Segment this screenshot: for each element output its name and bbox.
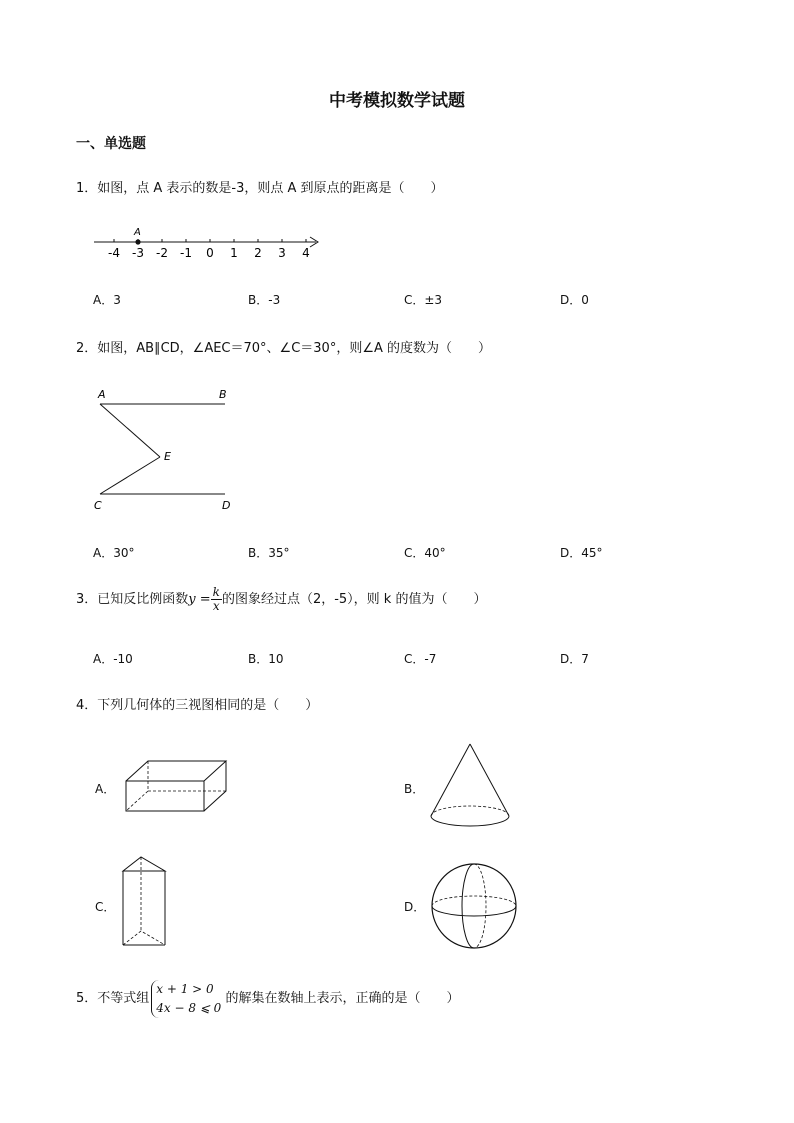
q3-option-b[interactable]: B．10 — [248, 652, 284, 666]
question-1-text: 1．如图，点 A 表示的数是-3，则点 A 到原点的距离是（ ） — [76, 181, 444, 196]
sphere-figure — [428, 860, 520, 952]
cone-right-side — [470, 744, 509, 816]
label-a: A — [98, 388, 106, 401]
q2-option-c[interactable]: C．40° — [404, 546, 446, 560]
q3-option-c[interactable]: C．-7 — [404, 652, 437, 666]
label-e: E — [164, 450, 171, 463]
q3-suffix: 的图象经过点（2，-5），则 k 的值为（ ） — [221, 592, 487, 607]
q3-fraction-denominator: x — [212, 599, 220, 613]
cuboid-figure — [120, 755, 232, 817]
number-line-tick-label: -4 — [108, 246, 120, 260]
q1-option-b[interactable]: B．-3 — [248, 293, 281, 307]
q3-fraction — [211, 586, 222, 613]
number-line-tick-label: -1 — [180, 246, 192, 260]
q5-inequality-1: x + 1 > 0 — [156, 981, 214, 996]
segment-ce — [100, 457, 160, 494]
q3-fn-y: y = — [188, 592, 211, 607]
q2-option-d[interactable]: D．45° — [560, 546, 603, 560]
sphere-outline — [432, 864, 516, 948]
cone-base-front — [431, 816, 509, 826]
q4-option-a[interactable]: A． — [95, 782, 116, 796]
q3-option-d[interactable]: D．7 — [560, 652, 589, 666]
q3-option-a[interactable]: A．-10 — [93, 652, 133, 666]
cuboid-front-face — [126, 781, 204, 811]
q5-suffix: 的解集在数轴上表示，正确的是（ ） — [225, 991, 460, 1006]
q4-option-c[interactable]: C． — [95, 900, 116, 914]
label-d: D — [222, 499, 231, 512]
label-c: C — [94, 499, 102, 512]
number-line-tick-label: -2 — [156, 246, 168, 260]
sphere-equator-back — [432, 896, 516, 906]
segment-ae — [100, 404, 160, 457]
sphere-meridian-front — [462, 864, 474, 948]
parallel-lines-figure — [88, 382, 248, 517]
label-b: B — [219, 388, 227, 401]
number-line-tick-label: 3 — [278, 246, 286, 260]
q5-prefix: 5．不等式组 — [76, 991, 150, 1006]
q2-option-b[interactable]: B．35° — [248, 546, 290, 560]
prism-top-face — [123, 857, 165, 871]
number-line-tick-label: 1 — [230, 246, 238, 260]
triangular-prism-figure — [117, 853, 177, 953]
question-3-text — [76, 584, 486, 616]
q3-prefix: 3．已知反比例函数 — [76, 592, 189, 607]
number-line-tick-label: -3 — [132, 246, 144, 260]
page-title: 中考模拟数学试题 — [329, 91, 465, 111]
q5-inequality-2: 4x − 8 ⩽ 0 — [156, 1000, 222, 1015]
prism-bottom-back — [123, 931, 165, 945]
cuboid-side-face — [204, 761, 226, 811]
cone-figure — [426, 740, 516, 830]
q3-fraction-numerator: k — [212, 585, 220, 599]
q5-inequality-system — [151, 980, 221, 1018]
q1-option-c[interactable]: C．±3 — [404, 293, 443, 307]
number-line-tick-label: 2 — [254, 246, 262, 260]
point-a-dot — [135, 239, 140, 244]
cuboid-top-face — [126, 761, 226, 781]
question-5-text — [76, 978, 459, 1020]
q2-option-a[interactable]: A．30° — [93, 546, 135, 560]
q4-option-b[interactable]: B． — [404, 782, 425, 796]
number-line-tick-label: 4 — [302, 246, 310, 260]
cone-base-back — [431, 806, 509, 816]
cuboid-hidden-edges — [148, 761, 226, 791]
q4-option-d[interactable]: D． — [404, 900, 426, 914]
cuboid-hidden-edge — [126, 791, 148, 811]
question-2-text: 2．如图，AB∥CD，∠AEC＝70°、∠C＝30°，则∠A 的度数为（ ） — [76, 341, 492, 356]
question-4-text: 4．下列几何体的三视图相同的是（ ） — [76, 698, 319, 713]
point-a-label: A — [134, 227, 141, 238]
sphere-equator-front — [432, 906, 516, 916]
sphere-meridian-back — [474, 864, 486, 948]
number-line-tick-label: 0 — [206, 246, 214, 260]
section-heading: 一、单选题 — [76, 136, 146, 152]
cone-left-side — [431, 744, 470, 816]
q1-option-d[interactable]: D．0 — [560, 293, 589, 307]
q1-option-a[interactable]: A．3 — [93, 293, 121, 307]
number-line-figure — [90, 222, 330, 262]
